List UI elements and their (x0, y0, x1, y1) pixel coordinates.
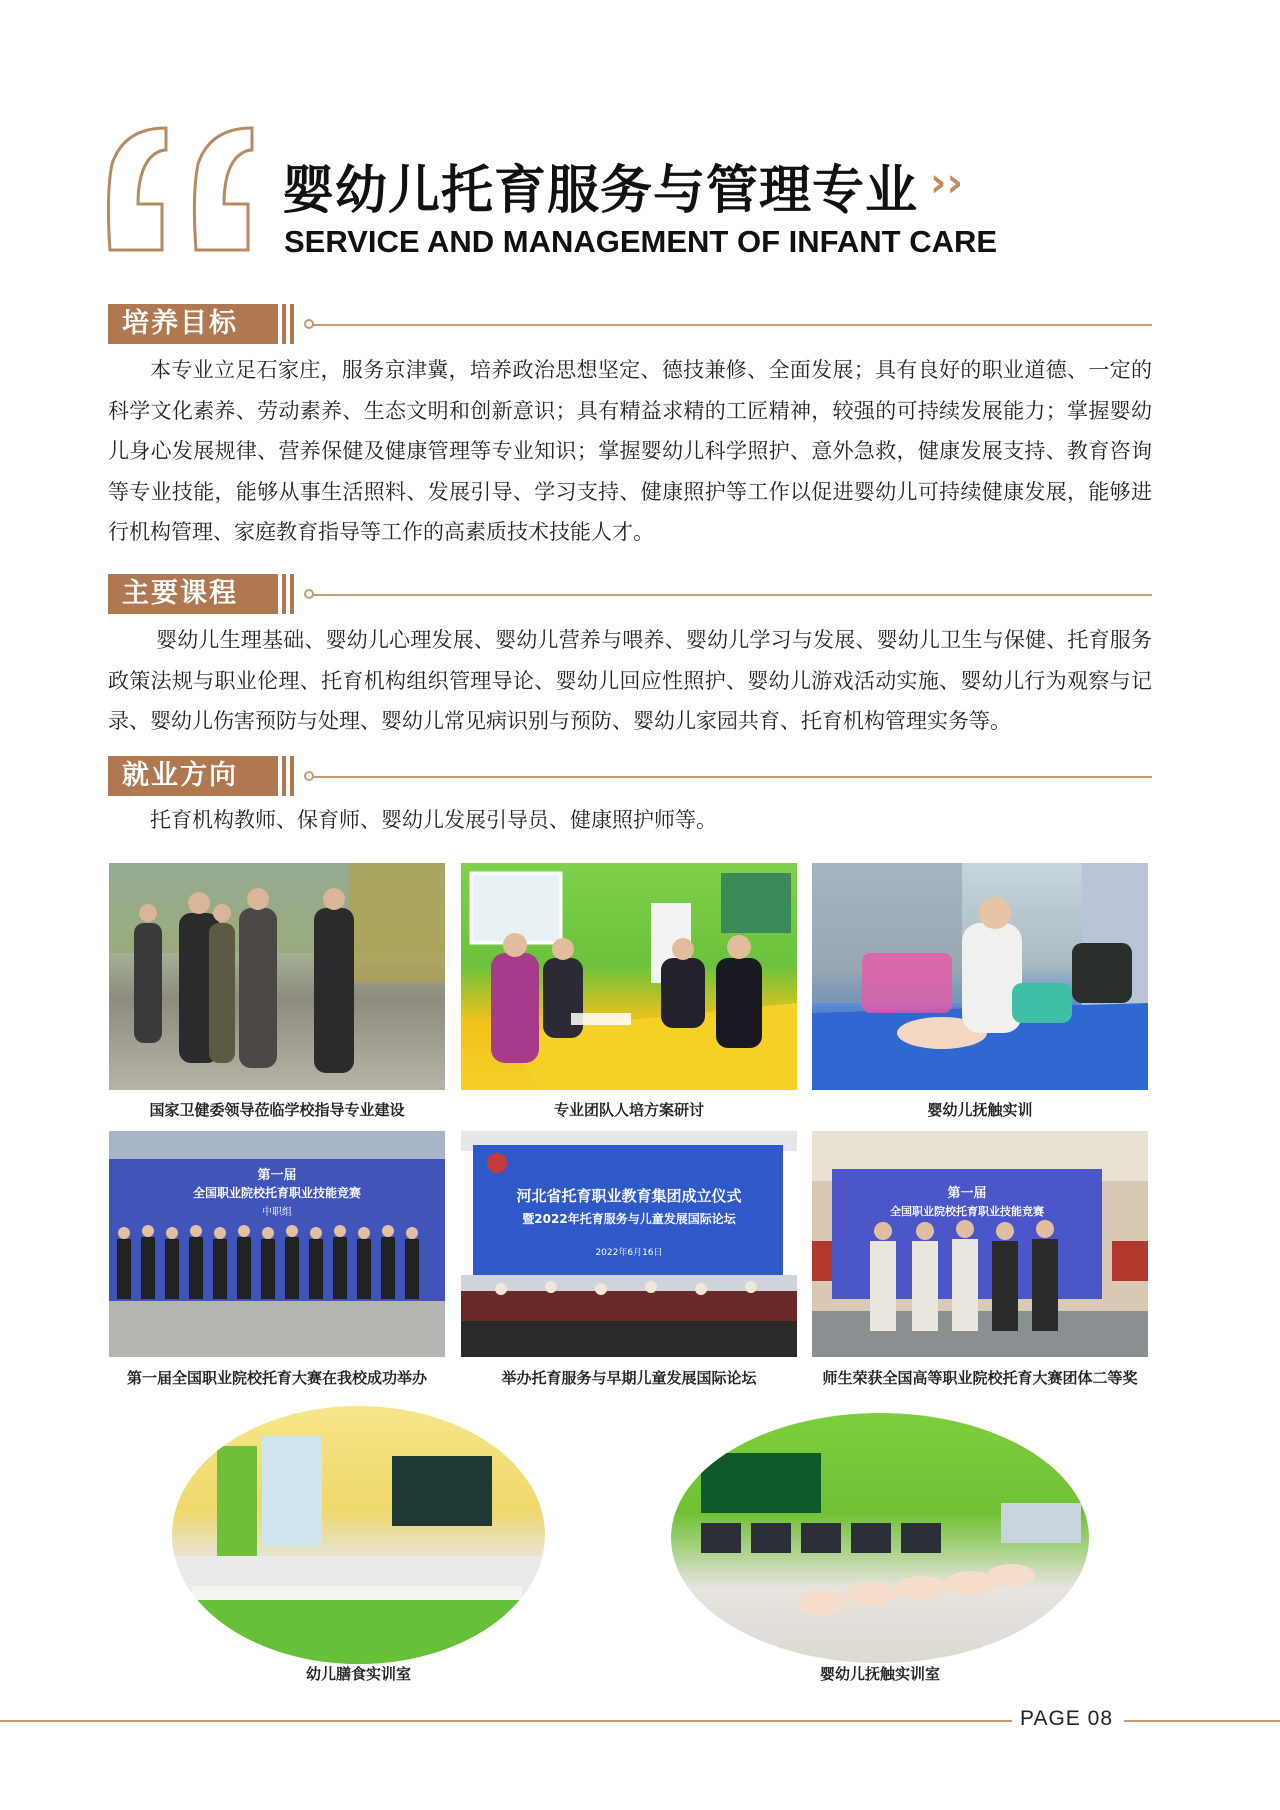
quote-mark-icon (104, 124, 264, 254)
room-caption: 婴幼儿抚触实训室 (819, 1665, 940, 1683)
banner-text: 第一届 (947, 1186, 987, 1201)
photo-caption: 专业团队人培方案研讨 (553, 1101, 704, 1119)
chevron-right-icon: ›› (930, 160, 963, 206)
photo-infant-touch-lab (671, 1413, 1089, 1663)
section-tag: 培养目标 (108, 304, 278, 344)
photo-official-visit (109, 863, 445, 1090)
banner-text: 第一届 (257, 1168, 297, 1183)
footer-divider (0, 1720, 1012, 1722)
photo-national-contest (109, 1131, 445, 1357)
footer-divider (1124, 1720, 1280, 1722)
divider (308, 594, 1152, 596)
room-caption: 幼儿膳食实训室 (305, 1665, 411, 1683)
banner-text: 2022年6月16日 (595, 1248, 663, 1258)
page-label: PAGE (1020, 1707, 1081, 1730)
photo-nutrition-lab (172, 1406, 545, 1664)
photo-award-team (812, 1131, 1148, 1357)
section-heading-goals (108, 304, 1152, 344)
page-number-value: 08 (1087, 1707, 1113, 1730)
page-subtitle: SERVICE AND MANAGEMENT OF INFANT CARE (284, 224, 998, 259)
photo-infant-touch-training (812, 863, 1148, 1090)
page-title: 婴幼儿托育服务与管理专业 (282, 161, 919, 221)
banner-text: 中职组 (262, 1207, 292, 1218)
banner-text: 全国职业院校托育职业技能竞赛 (890, 1205, 1044, 1218)
section-text-careers: 托育机构教师、保育师、婴幼儿发展引导员、健康照护师等。 (150, 808, 717, 832)
section-heading-courses (108, 574, 1152, 614)
section-text-courses: 婴幼儿生理基础、婴幼儿心理发展、婴幼儿营养与喂养、婴幼儿学习与发展、婴幼儿卫生与保健、托育服务政策法规与职业伦理、托育机构组织管理导论、婴幼儿回应性照护、婴幼儿游戏活动实施、婴幼儿行为观察与记录、婴幼儿伤害预防与处理、婴幼儿常见病识别与预防、婴幼儿家园共育、托育机构管理实务等。 (108, 628, 1152, 733)
photo-caption: 婴幼儿抚触实训 (927, 1101, 1033, 1119)
photo-caption: 国家卫健委领导莅临学校指导专业建设 (149, 1101, 405, 1119)
divider (308, 324, 1152, 326)
photo-caption: 第一届全国职业院校托育大赛在我校成功举办 (126, 1369, 427, 1387)
banner-text: 河北省托育职业教育集团成立仪式 (516, 1187, 742, 1205)
divider (308, 776, 1152, 778)
banner-text: 暨2022年托育服务与儿童发展国际论坛 (522, 1212, 736, 1226)
photo-caption: 师生荣获全国高等职业院校托育大赛团体二等奖 (822, 1369, 1138, 1387)
section-tag: 就业方向 (108, 756, 278, 796)
photo-team-discussion (461, 863, 797, 1090)
photo-caption: 举办托育服务与早期儿童发展国际论坛 (501, 1369, 757, 1387)
page-number (1020, 1707, 1113, 1731)
photo-international-forum (461, 1131, 797, 1357)
banner-text: 全国职业院校托育职业技能竞赛 (192, 1186, 362, 1200)
section-text-goals: 本专业立足石家庄，服务京津冀，培养政治思想坚定、德技兼修、全面发展；具有良好的职业道德、一定的科学文化素养、劳动素养、生态文明和创新意识；具有精益求精的工匠精神，较强的可持续发展能力；掌握婴幼儿身心发展规律、营养保健及健康管理等专业知识；掌握婴幼儿科学照护、意外急救，健康发展支持、教育咨询等专业技能，能够从事生活照料、发展引导、学习支持、健康照护等工作以促进婴幼儿可持续健康发展，能够进行机构管理、家庭教育指导等工作的高素质技术技能人才。 (108, 358, 1152, 544)
section-tag: 主要课程 (108, 574, 278, 614)
section-heading-careers (108, 756, 1152, 796)
